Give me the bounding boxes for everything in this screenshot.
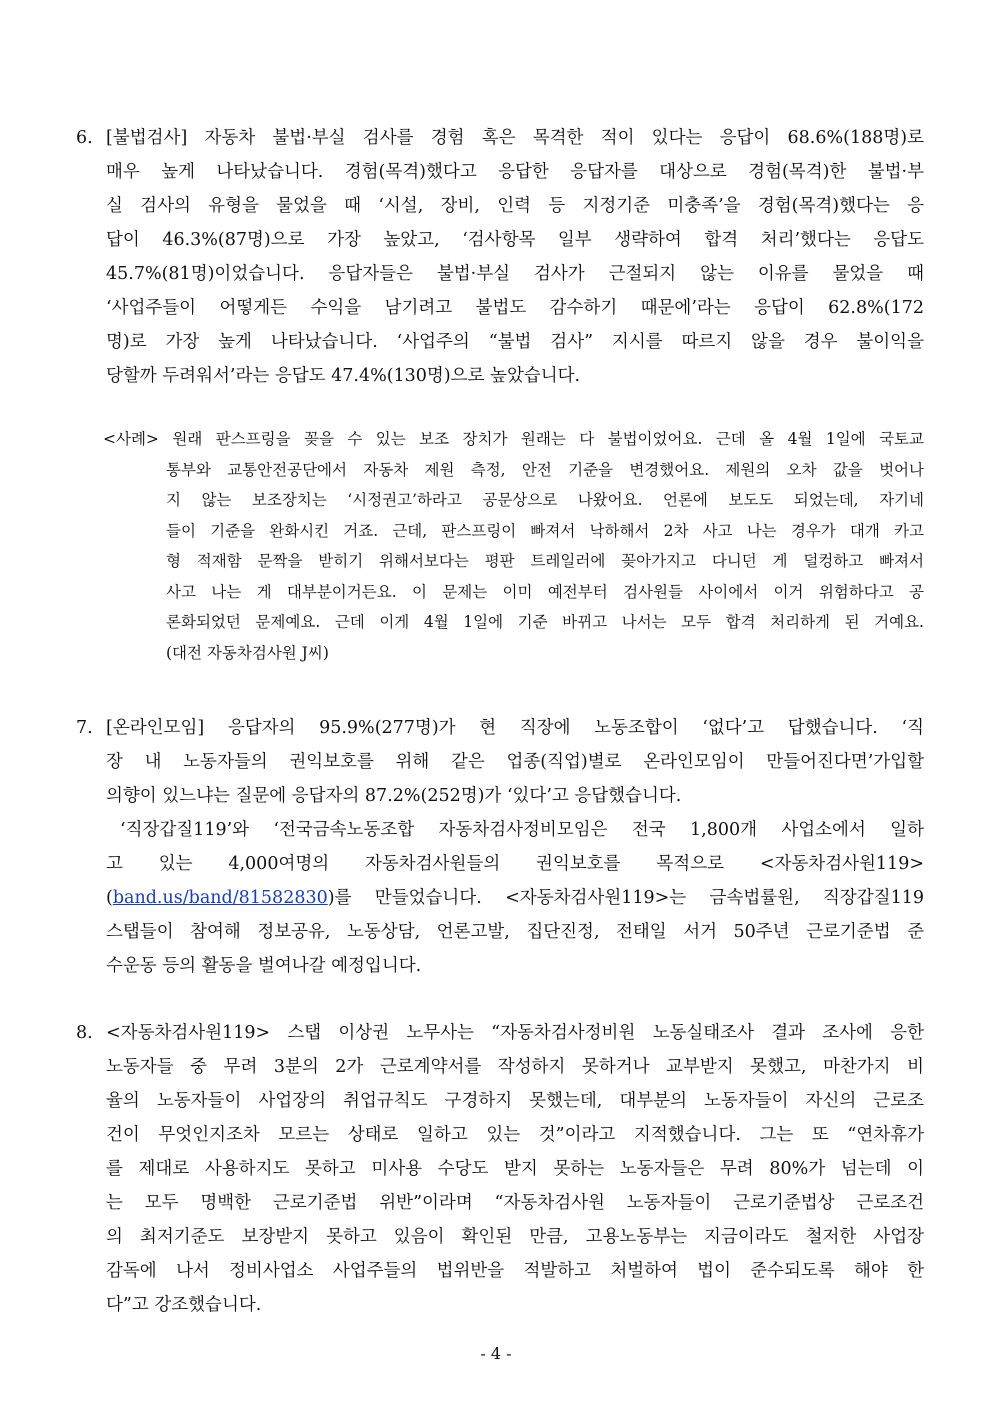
paragraph-line: 감독에 나서 정비사업소 사업주들의 법위반을 적발하고 처벌하여 법이 준수되도록 해야 한: [106, 1261, 924, 1281]
quote-source: (대전 자동차검사원 J씨): [166, 643, 329, 662]
paragraph-line: <자동차검사원119> 스탭 이상권 노무사는 “자동차검사정비원 노동실태조사 결과 조사에 응한: [106, 1023, 924, 1043]
page-number: - 4 -: [480, 1344, 512, 1363]
paragraph-line: 매우 높게 나타났습니다. 경험(목격)했다고 응답한 응답자를 대상으로 경험(목격)한 불법·부: [106, 162, 924, 182]
paragraph-line: [온라인모임] 응답자의 95.9%(277명)가 현 직장에 노동조합이 ‘없다’고 답했습니다. ‘직: [106, 718, 924, 738]
quote-line: 지 않는 보조장치는 ‘시정권고’하라고 공문상으로 나왔어요. 언론에 보도도 되었는데, 자기네: [166, 491, 924, 509]
paragraph-line: 건이 무엇인지조차 모르는 상태로 일하고 있는 것”이라고 지적했습니다. 그는 또 “연차휴가: [106, 1125, 924, 1145]
section-body: [106, 711, 924, 983]
paragraph-line: 45.7%(81명)이었습니다. 응답자들은 불법·부실 검사가 근절되지 않는 이유를 물었을 때: [106, 264, 924, 284]
quote-line: 들이 기준을 완화시킨 거죠. 근데, 판스프링이 빠져서 낙하해서 2차 사고 나는 경우가 대개 카고: [166, 521, 924, 540]
paragraph-line: 의향이 있느냐는 질문에 응답자의 87.2%(252명)가 ‘있다’고 응답했습니다.: [106, 786, 682, 806]
paragraph-line: 스탭들이 참여해 정보공유, 노동상담, 언론고발, 집단진정, 전태일 서거 50주년 근로기준법 준: [106, 922, 924, 942]
paragraph-line: ‘직장갑질119’와 ‘전국금속노동조합 자동차검사정비모임은 전국 1,800개 사업소에서 일하: [120, 820, 924, 840]
paragraph-line: (band.us/band/81582830)를 만들었습니다. <자동차검사원119>는 금속법률원, 직장갑질119: [106, 888, 924, 908]
paragraph-line: 당할까 두려워서’라는 응답도 47.4%(130명)으로 높았습니다.: [106, 366, 581, 386]
quote-line: <사례> 원래 판스프링을 꽂을 수 있는 보조 장치가 원래는 다 불법이었어요. 근데 올 4월 1일에 국토교: [103, 430, 924, 448]
paragraph-line: 답이 46.3%(87명)으로 가장 높았고, ‘검사항목 일부 생략하여 합격 처리’했다는 응답도: [106, 230, 924, 250]
section-body: [106, 1016, 924, 1322]
paragraph-line: 고 있는 4,000여명의 자동차검사원들의 권익보호를 목적으로 <자동차검사원119>: [106, 854, 924, 874]
paragraph-line: 실 검사의 유형을 물었을 때 ‘시설, 장비, 인력 등 지정기준 미충족’을 경험(목격)했다는 응: [106, 196, 924, 216]
paragraph-line-text: 를 만들었습니다. <자동차검사원119>는 금속법률원, 직장갑질119: [334, 888, 924, 908]
quote-line: 형 적재함 문짝을 받히기 위해서보다는 평판 트레일러에 꽂아가지고 다니던 게 덜컹하고 빠져서: [166, 552, 924, 570]
paragraph-line: 수운동 등의 활동을 벌여나갈 예정입니다.: [106, 956, 422, 976]
case-quote: [103, 424, 924, 668]
section-body: [106, 121, 924, 393]
section-number: 8.: [76, 1023, 93, 1043]
paragraph-line: 는 모두 명백한 근로기준법 위반”이라며 “자동차검사원 노동자들이 근로기준법상 근로조건: [106, 1193, 924, 1213]
paragraph-line: ‘사업주들이 어떻게든 수익을 남기려고 불법도 감수하기 때문에’라는 응답이 62.8%(172: [106, 298, 924, 318]
paragraph-line: 노동자들 중 무려 3분의 2가 근로계약서를 작성하지 못하거나 교부받지 못했고, 마찬가지 비: [106, 1057, 924, 1077]
paragraph-line: 장 내 노동자들의 권익보호를 위해 같은 업종(직업)별로 온라인모임이 만들어진다면’가입할: [106, 752, 924, 772]
paragraph-line: 명)로 가장 높게 나타났습니다. ‘사업주의 “불법 검사” 지시를 따르지 않을 경우 불이익을: [106, 332, 924, 352]
band-link[interactable]: band.us/band/81582830: [112, 888, 328, 908]
paragraph-line: 를 제대로 사용하지도 못하고 미사용 수당도 받지 못하는 노동자들은 무려 80%가 넘는데 이: [106, 1159, 924, 1179]
section-number: 6.: [76, 128, 93, 148]
quote-line: 론화되었던 문제예요. 근데 이게 4월 1일에 기준 바뀌고 나서는 모두 합격 처리하게 된 거예요.: [166, 613, 924, 631]
quote-line: 통부와 교통안전공단에서 자동차 제원 측정, 안전 기준을 변경했어요. 제원의 오차 값을 벗어나: [166, 460, 924, 479]
quote-line: 사고 나는 게 대부분이거든요. 이 문제는 이미 예전부터 검사원들 사이에서 이거 위험하다고 공: [166, 582, 924, 601]
section-number: 7.: [76, 718, 93, 738]
paragraph-line: 의 최저기준도 보장받지 못하고 있음이 확인된 만큼, 고용노동부는 지금이라도 철저한 사업장: [106, 1227, 924, 1247]
paragraph-line: 다”고 강조했습니다.: [106, 1295, 262, 1315]
paragraph-line: [불법검사] 자동차 불법·부실 검사를 경험 혹은 목격한 적이 있다는 응답이 68.6%(188명)로: [106, 128, 924, 148]
paragraph-line: 율의 노동자들이 사업장의 취업규칙도 구경하지 못했는데, 대부분의 노동자들이 자신의 근로조: [106, 1091, 924, 1111]
